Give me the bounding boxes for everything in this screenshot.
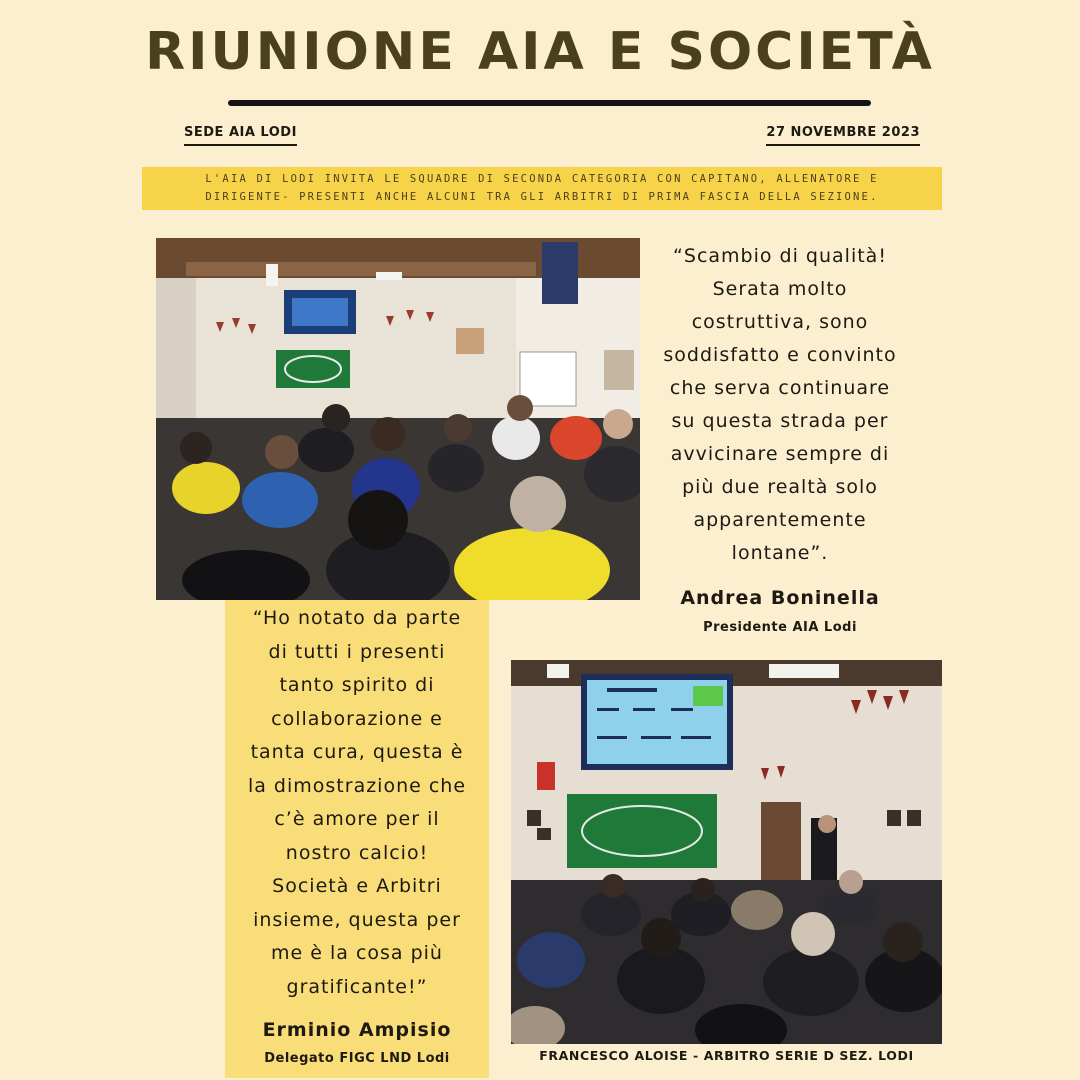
quote-line: più due realtà solo [682, 476, 878, 498]
quote-author-role: Delegato FIGC LND Lodi [264, 1051, 450, 1066]
quote-author-role: Presidente AIA Lodi [703, 620, 857, 635]
quote-line: gratificante!” [286, 975, 428, 998]
quote-line: che serva continuare [669, 377, 891, 399]
quote-ampisio [225, 602, 489, 1004]
quote-line: tanto spirito di [279, 674, 435, 696]
quote-line: collaborazione e [271, 707, 443, 730]
meeting-photo-audience [156, 238, 640, 600]
quote-line: di tutti i presenti [268, 640, 446, 663]
quote-author: Erminio Ampisio [262, 1019, 452, 1041]
quote-line: nostro calcio! [285, 841, 429, 864]
quote-line: su questa strada per [671, 410, 889, 432]
quote-line: apparentemente [693, 509, 867, 531]
photo-caption: FRANCESCO ALOISE - ARBITRO SERIE D SEZ. LODI [539, 1048, 914, 1063]
date-label: 27 NOVEMBRE 2023 [766, 125, 920, 146]
quote-line: tanta cura, questa è [250, 741, 464, 763]
quote-line: insieme, questa per [253, 908, 461, 931]
quote-author: Andrea Boninella [680, 587, 880, 609]
intro-banner [142, 167, 942, 210]
title-divider [228, 100, 871, 106]
quote-line: c’è amore per il [274, 808, 440, 830]
banner-line-2: DIRIGENTE- PRESENTI ANCHE ALCUNI TRA GLI ARBITRI DI PRIMA FASCIA DELLA SEZIONE. [205, 191, 879, 203]
quote-boninella [640, 240, 920, 570]
quote-line: costruttiva, sono [691, 311, 869, 333]
location-label: SEDE AIA LODI [184, 125, 297, 146]
quote-line: lontane”. [731, 542, 829, 564]
quote-line: me è la cosa più [271, 942, 443, 964]
quote-line: Società e Arbitri [272, 875, 442, 897]
banner-line-1: L'AIA DI LODI INVITA LE SQUADRE DI SECONDA CATEGORIA CON CAPITANO, ALLENATORE E [205, 173, 879, 185]
meeting-photo-presentation [511, 660, 942, 1044]
quote-line: “Scambio di qualità! [673, 245, 887, 267]
quote-line: avvicinare sempre di [670, 443, 890, 465]
quote-line: “Ho notato da parte [252, 607, 462, 629]
quote-line: la dimostrazione che [247, 774, 467, 797]
quote-line: soddisfatto e convinto [663, 344, 897, 366]
page-title: RIUNIONE AIA E SOCIETÀ [145, 22, 935, 82]
quote-line: Serata molto [712, 278, 848, 300]
